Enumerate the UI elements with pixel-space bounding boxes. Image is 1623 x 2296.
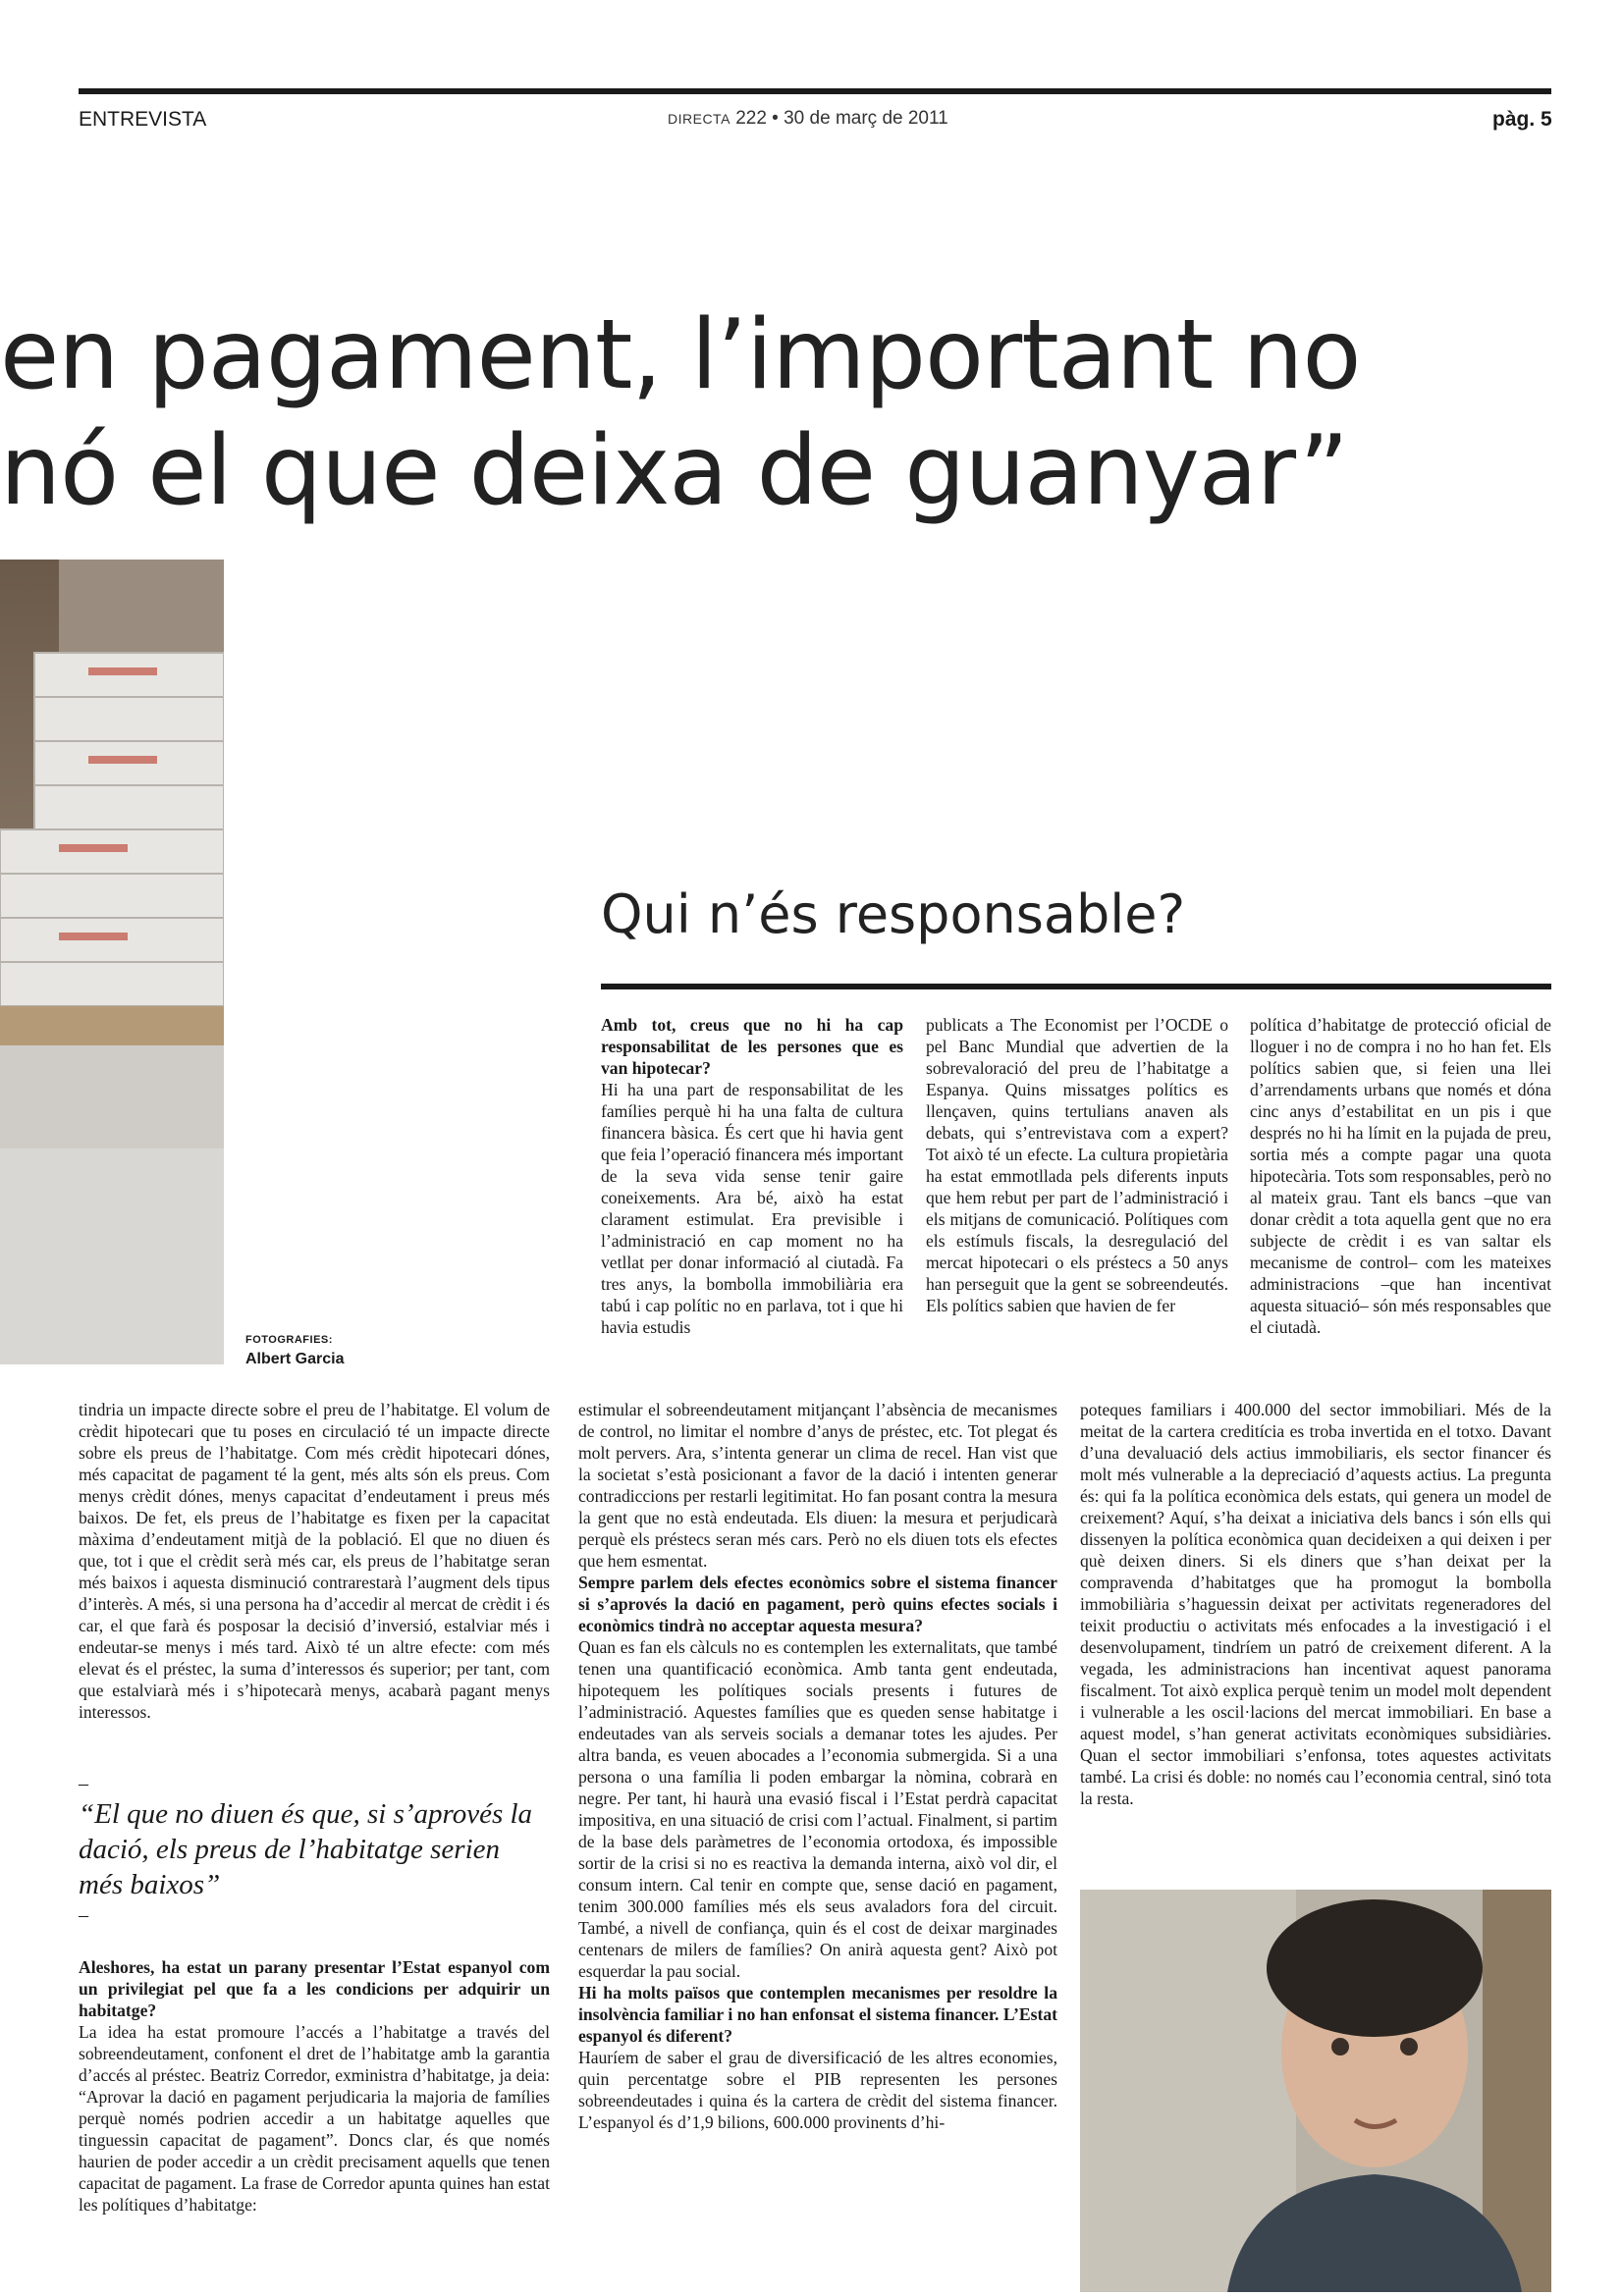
issue-info bbox=[668, 108, 948, 130]
body-paragraph: poteques familiars i 400.000 del sector immobiliari. Més de la meitat de la cartera creditícia es troba invertida en el totxo. Davant d’una devaluació dels actius immobiliaris, els sector financer és molt més vulnerable a la depreciació d’aquests actius. La pregunta és: qui fa la política econòmica dels estats, qui genera un model de creixement? Aquí, s’ha deixat a iniciativa dels bancs i són ells qui dissenyen la política econòmica quan decideixen a qui deixen i per què deixen diners. Si els diners que s’han deixat per la compravenda d’habitatges que ha promogut la bombolla immobiliària s’haguessin deixat per activitats regeneradores del teixit productiu o activitats més enfocades a la investigació i el desenvolupament, tindríem un patró de creixement diferent. A la vegada, les administracions han incentivat aquest panorama fiscalment. Tot això explica perquè tenim un model molt dependent i vulnerable a les oscil·lacions del mercat immobiliari. En base a aquest model, s’han generat activitats econòmiques subsidiàries. Quan el sector immobiliari s’enfonsa, totes aquestes activitats també. La crisi és doble: no només cau l’economia central, sinó tota la resta. bbox=[1080, 1400, 1551, 1808]
issue-date: 222 • 30 de març de 2011 bbox=[735, 108, 948, 129]
section-heading: Qui n’és responsable? bbox=[601, 883, 1186, 945]
pull-quote bbox=[79, 1773, 550, 1926]
headline-line-1: en pagament, l’important no bbox=[0, 299, 1361, 411]
photo-credit-label: FOTOGRAFIES: bbox=[245, 1334, 333, 1346]
pull-quote-dash-top: – bbox=[79, 1773, 88, 1794]
question-paragraph: Hi ha molts països que contemplen mecanismes per resoldre la insolvència familiar i no han enfonsat el sistema financer. L’Estat espanyol és diferent? bbox=[578, 1983, 1057, 2046]
question-paragraph: Sempre parlem dels efectes econòmics sobre el sistema financer si s’aprovés la dació en pagament, però quins efectes socials i econòmics tindrà no acceptar aquesta mesura? bbox=[578, 1573, 1057, 1635]
body-paragraph: publicats a The Economist per l’OCDE o pel Banc Mundial que advertien de la sobrevaloració del preu de l’habitatge a Espanya. Quins missatges polítics es llençaven, quins tertulians anaven als debats, qui s’entrevistava com a expert? Tot això té un efecte. La cultura propietària ha estat emmotllada pels diferents inputs que hem rebut per part de l’administració i els mitjans de comunicació. Polítiques com els estímuls fiscals, la desregulació del mercat hipotecari o els préstecs a 50 anys han perseguit que la gent se sobreendeutés. Els polítics sabien que havien de fer bbox=[926, 1015, 1228, 1315]
upper-column-2 bbox=[926, 1014, 1228, 1316]
question-paragraph: Aleshores, ha estat un parany presentar l’Estat espanyol com un privilegiat pel que fa a les condicions per adquirir un habitatge? bbox=[79, 1957, 550, 2020]
body-paragraph: Hi ha una part de responsabilitat de les famílies perquè hi ha una falta de cultura financera bàsica. És cert que hi havia gent que feia l’operació financera més important de la seva vida sense tenir gaire coneixements. Ara bé, això ha estat clarament estimulat. Era previsible i l’administració en cap moment no ha vetllat per donar informació al ciutadà. Fa tres anys, la bombolla immobiliària era tabú i cap polític no en parlava, tot i que hi havia estudis bbox=[601, 1080, 903, 1337]
body-paragraph: Quan es fan els càlculs no es contemplen les externalitats, que també tenen una quantificació econòmica. Amb tanta gent endeutada, hipotequem les polítiques socials presents i futures de l’administració. Aquestes famílies que es queden sense habitatge i endeutades van als serveis socials a demanar totes les ajudes. Per altra banda, es veuen abocades a l’economia submergida. Si a una persona o una família li poden embargar la nòmina, cobrarà en negre. Per tant, hi haurà una evasió fiscal i l’Estat perdrà capacitat impositiva, en una situació de crisi com l’actual. Finalment, si partim de la base dels paràmetres de l’economia ortodoxa, és impossible sortir de la crisi si no es reactiva la demanda interna, això vol dir, el consum intern. Cal tenir en compte que, sense dació en pagament, tenim 300.000 famílies més els seus avaladors fora del circuit. També, a nivell de confiança, quin és el cost de deixar marginades centenars de milers de famílies? On anirà aquesta gent? Això pot esquerdar la pau social. bbox=[578, 1637, 1057, 1981]
headline-line-2: nó el que deixa de guanyar” bbox=[0, 415, 1348, 527]
photo-credit-name: Albert Garcia bbox=[245, 1351, 345, 1367]
header-rule bbox=[79, 88, 1551, 94]
body-paragraph: tindria un impacte directe sobre el preu de l’habitatge. El volum de crèdit hipotecari que tu poses en circulació té un impacte directe sobre els preus de l’habitatge. Com més crèdit hipotecari dónes, més capacitat de pagament té la gent, més alts són els preus. Com menys crèdit dónes, menys capacitat d’endeutament i preus més baixos. De fet, els preus de l’habitatge es fixen per la capacitat màxima d’endeutament mitjà de la població. El que no diuen és que, tot i que el crèdit serà més car, els preus de l’habitatge seran més baixos i aquesta disminució contrarestarà l’augment dels tipus d’interès. A més, si una persona ha d’accedir al mercat de crèdit i és car, el que farà és posposar la decisió d’inversió, estalviar més i endeutar-se menys i més tard. Això té un altre efecte: com més elevat és el préstec, la suma d’interessos és superior; per tant, com que estalviarà més i s’hipotecarà menys, acabarà pagant menys interessos. bbox=[79, 1400, 550, 1722]
section-label: ENTREVISTA bbox=[79, 108, 207, 131]
lower-column-2 bbox=[578, 1399, 1057, 2133]
photo-credit bbox=[245, 1330, 344, 1369]
portrait-photo bbox=[1080, 1890, 1551, 2292]
lower-column-1 bbox=[79, 1399, 550, 1723]
lower-column-3 bbox=[1080, 1399, 1551, 1809]
pull-quote-dash-bottom: – bbox=[79, 1904, 88, 1926]
article-photo-sacks bbox=[0, 560, 224, 1364]
body-paragraph: política d’habitatge de protecció oficial de lloguer i no de compra i no ho han fet. Els polítics sabien que, si feien una llei d’arrendaments urbans que només et dóna cinc anys d’estabilitat en un pis i que després no hi ha límit en la pujada de preu, sortia més a compte pagar una quota hipotecària. Tots som responsables, però no al mateix grau. Tant els bancs –que van donar crèdit a tota aquella gent que no era subjecte de crèdit i es van saltar els mecanisme de control– com les mateixes administracions –que han incentivat aquesta situació– són més responsables que el ciutadà. bbox=[1250, 1015, 1551, 1337]
body-paragraph: estimular el sobreendeutament mitjançant l’absència de mecanismes de control, no limitar el nombre d’anys de préstec, etc. Tot plegat és molt pervers. Ara, s’intenta generar un clima de recel. Han vist que la societat s’està posicionant a favor de la dació i intenten generar contradiccions per restarli legitimitat. Ho fan posant contra la mesura la gent que no està endeutada. Els diuen: la mesura et perjudicarà perquè els préstecs seran més cars. Però no els diuen tots els efectes que hem esmentat. bbox=[578, 1400, 1057, 1571]
body-paragraph: La idea ha estat promoure l’accés a l’habitatge a través del sobreendeutament, confonent el dret de l’habitatge amb la garantia d’accés al préstec. Beatriz Corredor, exministra d’habitatge, ja deia: “Aprovar la dació en pagament perjudicaria la majoria de famílies perquè només podrien accedir a un habitatge aquelles que tinguessin capacitat de pagament”. Doncs clar, és que només haurien de poder accedir a un crèdit precisament aquells que tenen capacitat de pagament. La frase de Corredor apunta quines han estat les polítiques d’habitatge: bbox=[79, 2022, 550, 2215]
question-paragraph: Amb tot, creus que no hi ha cap responsabilitat de les persones que es van hipotecar? bbox=[601, 1015, 903, 1078]
publication-name: DIRECTA bbox=[668, 111, 730, 127]
section-rule bbox=[601, 984, 1551, 989]
upper-column-1 bbox=[601, 1014, 903, 1338]
lower-column-1-continued bbox=[79, 1956, 550, 2216]
body-paragraph: Hauríem de saber el grau de diversificació de les altres economies, quin percentatge sobre el PIB representen les persones sobreendeutades i quina és la cartera de crèdit del sistema financer. L’espanyol és d’1,9 bilions, 600.000 provinents d’hi- bbox=[578, 2048, 1057, 2132]
page-number: pàg. 5 bbox=[1492, 108, 1552, 131]
pull-quote-text: “El que no diuen és que, si s’aprovés la dació, els preus de l’habitatge serien més baixos” bbox=[79, 1798, 533, 1900]
upper-column-3 bbox=[1250, 1014, 1551, 1338]
